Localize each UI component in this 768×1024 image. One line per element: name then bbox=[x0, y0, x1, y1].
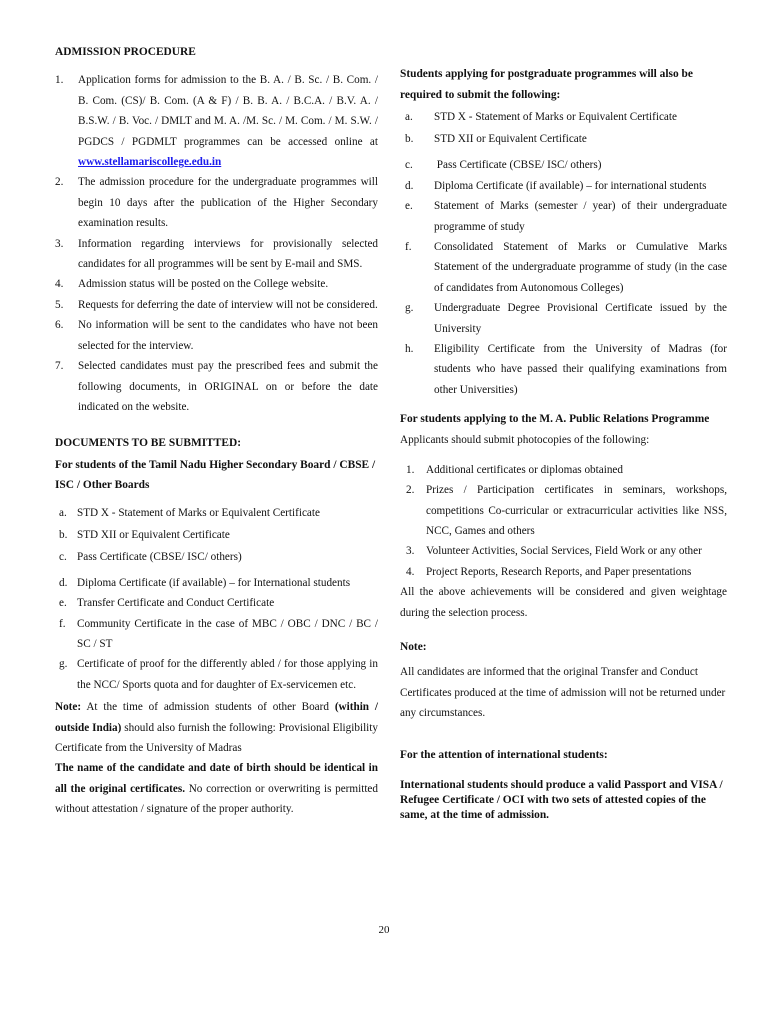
item-marker: g. bbox=[405, 302, 414, 315]
item-marker: f. bbox=[405, 241, 412, 254]
item-text: No information will be sent to the candidates who have not been selected for the interview. bbox=[78, 319, 378, 352]
pr-documents-list bbox=[400, 460, 727, 582]
item-text: STD XII or Equivalent Certificate bbox=[434, 133, 587, 146]
list-item bbox=[55, 547, 378, 567]
list-item bbox=[55, 503, 378, 523]
item-text: STD X - Statement of Marks or Equivalent Certificate bbox=[434, 111, 677, 123]
item-marker: f. bbox=[59, 617, 66, 630]
documents-subheading: For students of the Tamil Nadu Higher Secondary Board / CBSE / ISC / Other Boards bbox=[55, 458, 376, 492]
item-text: Community Certificate in the case of MBC / OBC / DNC / BC / SC / ST bbox=[77, 617, 378, 650]
list-item bbox=[400, 562, 727, 582]
pr-closing-text: All the above achievements will be considered and given weightage during the selection process. bbox=[400, 586, 727, 619]
item-text: Admission status will be posted on the College website. bbox=[78, 278, 329, 291]
note-label: Note: bbox=[55, 701, 82, 714]
pg-documents-list bbox=[400, 107, 727, 400]
item-marker: 4. bbox=[55, 278, 64, 291]
item-marker: 3. bbox=[55, 237, 64, 250]
item-text: Requests for deferring the date of interview will not be considered. bbox=[78, 298, 378, 311]
item-text: STD X - Statement of Marks or Equivalent Certificate bbox=[77, 506, 320, 519]
list-item bbox=[55, 573, 378, 593]
item-text: Pass Certificate (CBSE/ ISC/ others) bbox=[434, 158, 602, 171]
list-item bbox=[400, 180, 727, 193]
item-marker: 1. bbox=[55, 74, 64, 87]
list-item bbox=[400, 237, 727, 298]
item-marker: 6. bbox=[55, 319, 64, 332]
item-marker: 2. bbox=[55, 176, 64, 189]
page-number: 20 bbox=[378, 924, 390, 936]
item-text: Selected candidates must pay the prescribed fees and submit the following documents, in ORIGINAL on or before the date indicated on the website. bbox=[78, 360, 378, 413]
item-marker: c. bbox=[59, 551, 67, 564]
item-marker: g. bbox=[59, 658, 68, 671]
item-text: Project Reports, Research Reports, and Paper presentations bbox=[426, 565, 692, 578]
item-marker: c. bbox=[405, 158, 413, 171]
item-marker: 3. bbox=[406, 545, 415, 558]
documents-list bbox=[55, 503, 378, 696]
list-item bbox=[55, 172, 378, 233]
list-item bbox=[400, 541, 727, 561]
item-text: Consolidated Statement of Marks or Cumulative Marks Statement of the undergraduate programme of study (in the case of candidates from Autonomous Colleges) bbox=[434, 241, 727, 294]
item-text: Information regarding interviews for provisionally selected candidates for all programmes will be sent by E-mail and SMS. bbox=[78, 237, 378, 271]
item-text: Diploma Certificate (if available) – for international students bbox=[434, 180, 707, 193]
list-item bbox=[55, 274, 378, 294]
item-text: Eligibility Certificate from the University of Madras (for students who have passed their qualifying examinations from other Universities) bbox=[434, 343, 727, 396]
item-marker: h. bbox=[405, 343, 414, 356]
item-text: Transfer Certificate and Conduct Certificate bbox=[77, 597, 275, 610]
documents-heading: DOCUMENTS TO BE SUBMITTED: bbox=[55, 437, 241, 450]
pg-requirements-heading: Students applying for postgraduate programmes will also be required to submit the following: bbox=[400, 68, 693, 101]
list-item bbox=[400, 129, 727, 149]
list-item bbox=[55, 356, 378, 417]
admission-procedure-heading: ADMISSION PROCEDURE bbox=[55, 46, 196, 58]
item-marker: 1. bbox=[406, 463, 415, 476]
college-website-link[interactable]: www.stellamariscollege.edu.in bbox=[78, 156, 222, 169]
note-heading: Note: bbox=[400, 640, 427, 653]
item-marker: e. bbox=[59, 597, 67, 610]
list-item bbox=[400, 196, 727, 237]
list-item bbox=[400, 339, 727, 400]
international-heading: For the attention of international students: bbox=[400, 748, 608, 761]
list-item bbox=[55, 525, 378, 545]
item-text: Pass Certificate (CBSE/ ISC/ others) bbox=[77, 551, 242, 564]
item-marker: 2. bbox=[406, 484, 415, 497]
admission-procedure-list bbox=[55, 70, 378, 417]
list-item bbox=[55, 315, 378, 356]
item-marker: d. bbox=[59, 576, 68, 589]
item-text: STD XII or Equivalent Certificate bbox=[77, 528, 230, 541]
item-text: Diploma Certificate (if available) – for International students bbox=[77, 576, 351, 589]
item-text: Undergraduate Degree Provisional Certificate issued by the University bbox=[434, 302, 727, 335]
pr-intro: Applicants should submit photocopies of the following: bbox=[400, 434, 650, 447]
item-marker: 4. bbox=[406, 565, 415, 578]
item-marker: d. bbox=[405, 180, 414, 193]
list-item bbox=[400, 298, 727, 339]
list-item bbox=[55, 295, 378, 315]
list-item bbox=[55, 614, 378, 655]
name-dob-note: The name of the candidate and date of birth should be identical in all the original certificates. No correction or overwriting is permitted without attestation / signature of the proper authority. bbox=[55, 762, 378, 816]
international-text: International students should produce a valid Passport and VISA / Refugee Certificate / OCI with two sets of attested copies of the same, at the time of admission. bbox=[400, 778, 723, 821]
item-text: Volunteer Activities, Social Services, Field Work or any other bbox=[426, 545, 702, 558]
list-item bbox=[55, 234, 378, 275]
item-text: Additional certificates or diplomas obtained bbox=[426, 463, 623, 476]
item-marker: b. bbox=[405, 133, 414, 146]
item-text: Certificate of proof for the differently abled / for those applying in the NCC/ Sports quota and for daughter of Ex-servicemen etc. bbox=[77, 658, 378, 691]
list-item bbox=[55, 654, 378, 695]
right-column bbox=[400, 64, 727, 823]
note-text: All candidates are informed that the original Transfer and Conduct Certificates produced at the time of admission will not be returned under any circumstances. bbox=[400, 666, 726, 720]
pr-programme-heading: For students applying to the M. A. Public Relations Programme bbox=[400, 413, 710, 426]
item-marker: a. bbox=[405, 111, 413, 123]
list-item bbox=[400, 155, 727, 175]
board-note: Note: At the time of admission students of other Board (within / outside India) should also furnish the following: Provisional Eligibility Certificate from the University of Madras bbox=[55, 701, 378, 754]
item-text: The admission procedure for the undergraduate programmes will begin 10 days after the publication of the Higher Secondary examination results. bbox=[78, 176, 378, 230]
list-item bbox=[55, 593, 378, 613]
list-item bbox=[400, 480, 727, 541]
list-item bbox=[400, 107, 727, 127]
left-column bbox=[55, 42, 378, 820]
item-marker: 7. bbox=[55, 360, 64, 373]
item-marker: b. bbox=[59, 528, 68, 541]
item-text: Application forms for admission to the B. A. / B. Sc. / B. Com. / B. Com. (CS)/ B. Com. (A & F) / B. B. A. / B.C.A. / B.V. A. / B.S.W. / B. Voc. / DMLT and M. A. /M. Sc. / M. Com. / M. S.W. / PGDCS / PGDMLT programmes can be accessed online at www.stellamariscollege.edu.in bbox=[78, 74, 378, 169]
item-text: Prizes / Participation certificates in seminars, workshops, competitions Co-curricular or extracurricular activities like NSS, NCC, Games and others bbox=[426, 484, 727, 537]
item-marker: a. bbox=[59, 506, 67, 519]
item-text: Statement of Marks (semester / year) of their undergraduate programme of study bbox=[434, 200, 727, 233]
item-marker: e. bbox=[405, 200, 413, 213]
list-item bbox=[55, 70, 378, 172]
list-item bbox=[400, 460, 727, 480]
item-marker: 5. bbox=[55, 298, 64, 311]
